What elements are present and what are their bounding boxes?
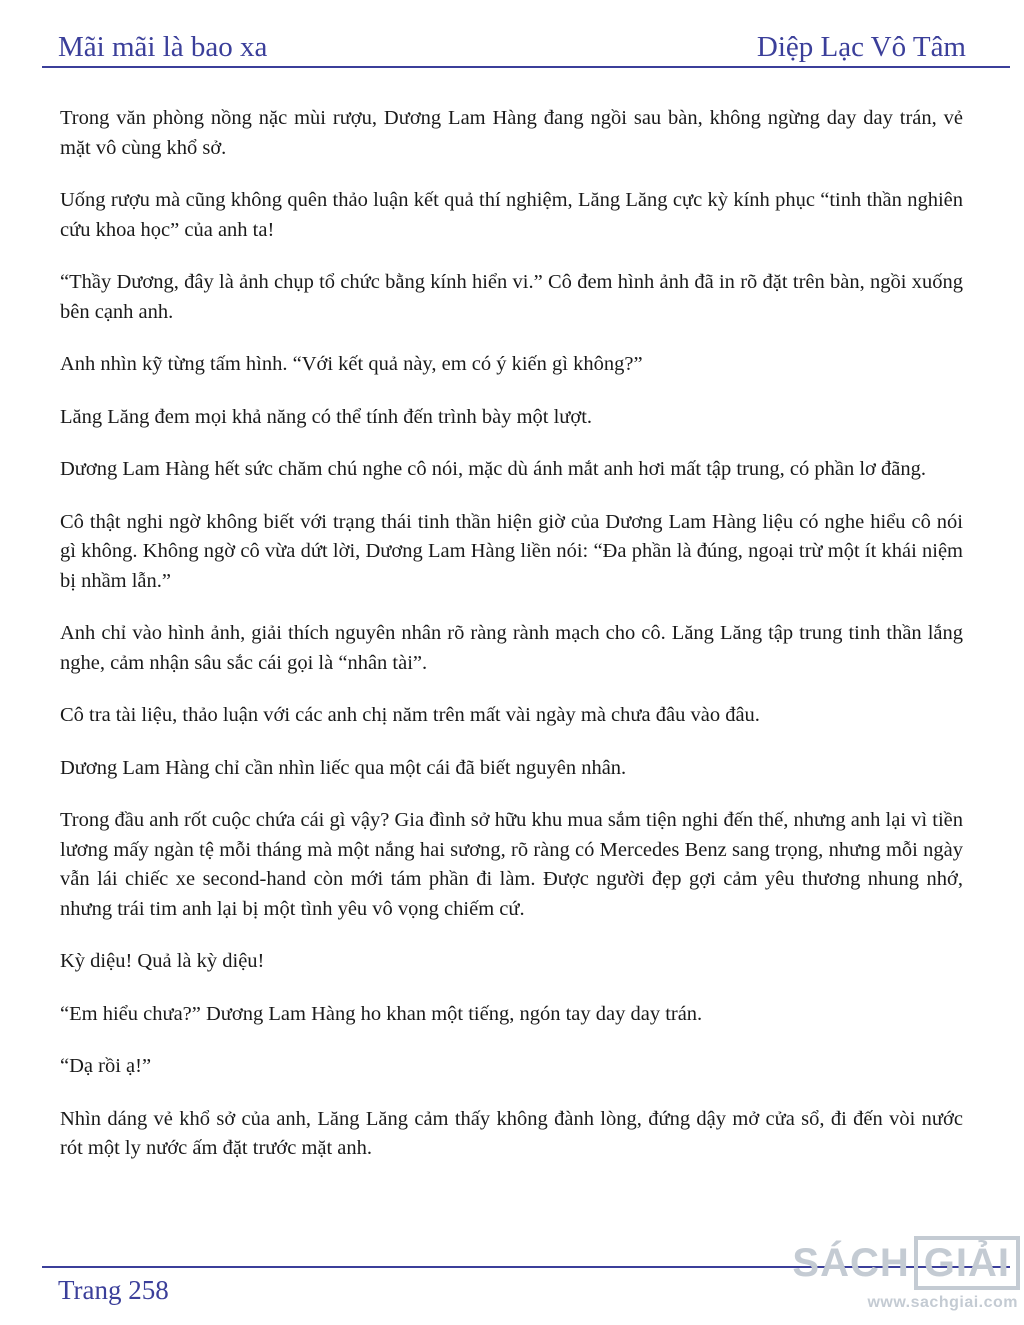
- paragraph: “Thầy Dương, đây là ảnh chụp tổ chức bằng kính hiển vi.” Cô đem hình ảnh đã in rõ đặt trên bàn, ngồi xuống bên cạnh anh.: [60, 271, 963, 323]
- author-name: Diệp Lạc Vô Tâm: [756, 31, 966, 63]
- paragraph: Kỳ diệu! Quả là kỳ diệu!: [60, 950, 265, 972]
- watermark-url: www.sachgiai.com: [867, 1294, 1018, 1311]
- paragraph: “Dạ rồi ạ!”: [60, 1055, 152, 1077]
- paragraph: Nhìn dáng vẻ khổ sở của anh, Lăng Lăng cảm thấy không đành lòng, đứng dậy mở cửa sổ, đi đến vòi nước rót một ly nước ấm đặt trước mặt anh.: [60, 1107, 963, 1159]
- page-header: [58, 24, 966, 64]
- header-divider: [42, 66, 1010, 68]
- book-title: Mãi mãi là bao xa: [58, 31, 268, 63]
- watermark-logo-right: GIẢI: [914, 1236, 1020, 1290]
- paragraph: Dương Lam Hàng chỉ cần nhìn liếc qua một cái đã biết nguyên nhân.: [60, 756, 627, 779]
- paragraph: Uống rượu mà cũng không quên thảo luận kết quả thí nghiệm, Lăng Lăng cực kỳ kính phục “tinh thần nghiên cứu khoa học” của anh ta!: [60, 189, 963, 241]
- paragraph: Lăng Lăng đem mọi khả năng có thể tính đến trình bày một lượt.: [60, 405, 593, 428]
- paragraph: Trong đầu anh rốt cuộc chứa cái gì vậy? Gia đình sở hữu khu mua sắm tiện nghi đến thế, nhưng anh lại vì tiền lương mấy ngàn tệ mỗi tháng mà một nắng hai sương, rõ ràng có Mercedes Benz sang trọng, nhưng mỗi ngày vẫn lái chiếc xe second-hand còn mới tám phần đi làm. Được người đẹp gợi cảm yêu thương nhung nhớ, nhưng trái tim anh lại bị một tình yêu vô vọng chiếm cứ.: [60, 809, 963, 920]
- paragraph: “Em hiểu chưa?” Dương Lam Hàng ho khan một tiếng, ngón tay day day trán.: [60, 1002, 703, 1025]
- paragraph: Anh chỉ vào hình ảnh, giải thích nguyên nhân rõ ràng rành mạch cho cô. Lăng Lăng tập trung tinh thần lắng nghe, cảm nhận sâu sắc cái gọi là “nhân tài”.: [60, 622, 963, 674]
- watermark-logo: [792, 1236, 1020, 1290]
- paragraph: Anh nhìn kỹ từng tấm hình. “Với kết quả này, em có ý kiến gì không?”: [60, 353, 643, 375]
- watermark-logo-left: SÁCH: [792, 1240, 910, 1285]
- page-number: Trang 258: [58, 1275, 169, 1305]
- paragraph: Cô tra tài liệu, thảo luận với các anh chị năm trên mất vài ngày mà chưa đâu vào đâu.: [60, 704, 760, 726]
- watermark: [792, 1226, 1020, 1321]
- paragraph: Cô thật nghi ngờ không biết với trạng thái tinh thần hiện giờ của Dương Lam Hàng liệu có nghe hiểu cô nói gì không. Không ngờ cô vừa dứt lời, Dương Lam Hàng liền nói: “Đa phần là đúng, ngoại trừ một ít khái niệm bị nhầm lẫn.”: [60, 510, 963, 592]
- page-body: [60, 104, 963, 1187]
- paragraph: Trong văn phòng nồng nặc mùi rượu, Dương Lam Hàng đang ngồi sau bàn, không ngừng day day trán, vẻ mặt vô cùng khổ sở.: [60, 107, 963, 159]
- paragraph: Dương Lam Hàng hết sức chăm chú nghe cô nói, mặc dù ánh mắt anh hơi mất tập trung, có phần lơ đãng.: [60, 458, 926, 480]
